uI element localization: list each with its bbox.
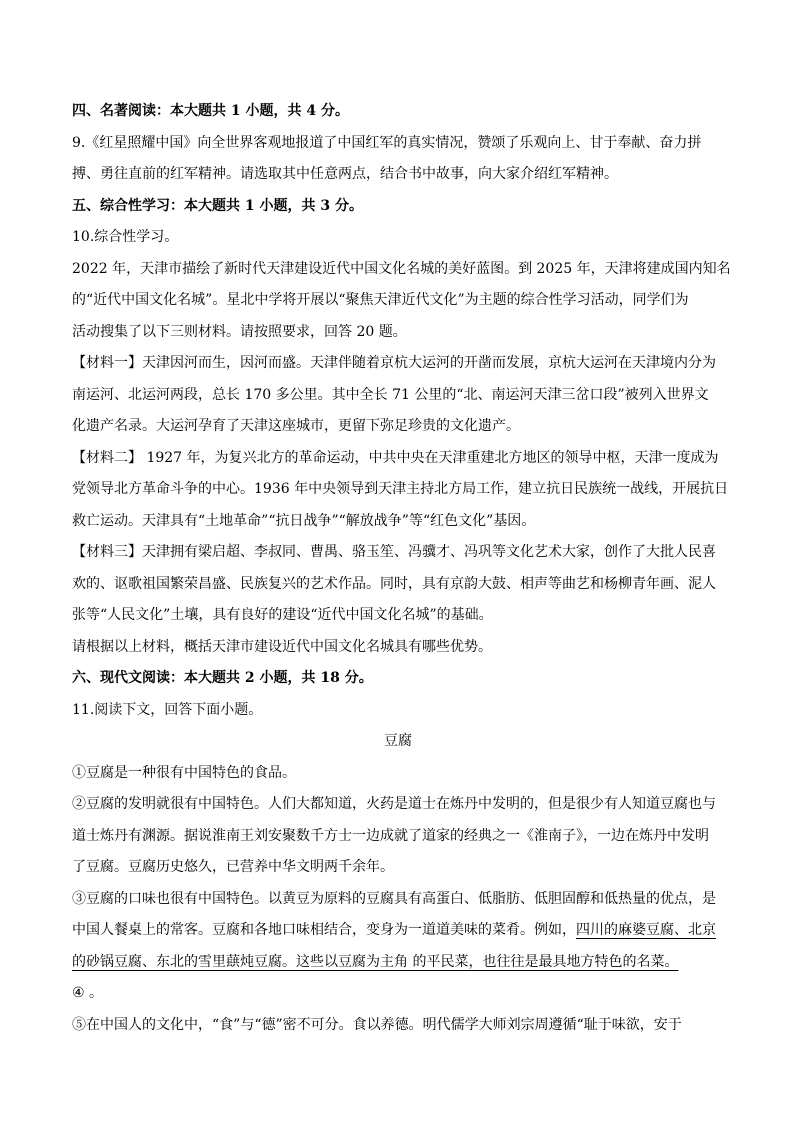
- paragraph-3-plain-text: 中国人餐桌上的常客。豆腐和各地口味相结合，变身为一道道美味的菜肴。例如，: [72, 922, 576, 938]
- material2-line-2: 党领导北方革命斗争的中心。1936 年中央领导到天津主持北方局工作，建立抗日民族统一战线，开展抗日: [72, 481, 729, 497]
- q10-intro-line-2: 的“近代中国文化名城”。星北中学将开展以“聚焦天津近代文化”为主题的综合性学习活动，同学们为: [72, 292, 689, 308]
- article-title: 豆腐: [384, 733, 412, 749]
- q10-intro-line-1: 2022 年，天津市描绘了新时代天津建设近代中国文化名城的美好蓝图。到 2025 年，天津将建成国内知名: [72, 260, 731, 277]
- paragraph-4: ④ 。: [72, 985, 104, 1001]
- material3-line-1: 【材料三】天津拥有梁启超、李叔同、曹禺、骆玉笙、冯骥才、冯巩等文化艺术大家，创作了大批人民喜: [72, 544, 716, 560]
- material2-line-1: 【材料二】 1927 年，为复兴北方的革命运动，中共中央在天津重建北方地区的领导中枢，天津一度成为: [72, 449, 719, 466]
- exam-page: [72, 96, 731, 1041]
- q10-question: 请根据以上材料，概括天津市建设近代中国文化名城具有哪些优势。: [72, 638, 492, 655]
- material1-line-1: 【材料一】天津因河而生，因河而盛。天津伴随着京杭大运河的开凿而发展，京杭大运河在天津境内分为: [72, 355, 716, 371]
- paragraph-2-line-2: 道士炼丹有渊源。据说淮南王刘安聚数千方士一边成就了道家的经典之一《淮南子》，一边在炼丹中发明: [72, 827, 709, 844]
- underlined-text: 四川的麻婆豆腐、北京: [576, 922, 716, 938]
- section6-heading: 六、现代文阅读：本大题共 2 小题，共 18 分。: [72, 670, 373, 686]
- section5-heading: 五、综合性学习：本大题共 1 小题，共 3 分。: [72, 197, 363, 214]
- paragraph-2-line-1: ②豆腐的发明就很有中国特色。人们大都知道，火药是道士在炼丹中发明的，但是很少有人知道豆腐也与: [72, 796, 716, 812]
- q9-line-1: 9.《红星照耀中国》向全世界客观地报道了中国红军的真实情况，赞颂了乐观向上、甘于奉献、奋力拼: [72, 134, 702, 151]
- paragraph-3-line-1: ③豆腐的口味也很有中国特色。以黄豆为原料的豆腐具有高蛋白、低脂肪、低胆固醇和低热量的优点，是: [72, 890, 716, 907]
- material3-line-3: 张等“人民文化”土壤，具有良好的建设“近代中国文化名城”的基础。: [72, 607, 493, 623]
- material3-line-2: 欢的、讴歌祖国繁荣昌盛、民族复兴的艺术作品。同时，具有京韵大鼓、相声等曲艺和杨柳青年画、泥人: [72, 575, 716, 592]
- material1-line-3: 化遗产名录。大运河孕育了天津这座城市，更留下弥足珍贵的文化遗产。: [72, 418, 520, 434]
- paragraph-5-line-1: ⑤在中国人的文化中，“食”与“德”密不可分。食以养德。明代儒学大师刘宗周遵循“耻于味欲，安于: [72, 1016, 682, 1033]
- q10-intro-line-3: 活动搜集了以下三则材料。请按照要求，回答 20 题。: [72, 323, 407, 340]
- q9-line-2: 搏、勇往直前的红军精神。请选取其中任意两点，结合书中故事，向大家介绍红军精神。: [72, 166, 618, 182]
- paragraph-3-line-3: [72, 947, 724, 979]
- paragraph-3-line-2: [72, 915, 724, 947]
- material2-line-3: 救亡运动。天津具有“土地革命”“抗日战争”“解放战争”等“红色文化”基因。: [72, 512, 536, 529]
- q10-title: 10.综合性学习。: [72, 229, 179, 245]
- paragraph-1: ①豆腐是一种很有中国特色的食品。: [72, 764, 296, 781]
- q11-title: 11.阅读下文，回答下面小题。: [72, 701, 263, 718]
- material1-line-2: 南运河、北运河两段，总长 170 多公里。其中全长 71 公里的“北、南运河天津三岔口段”被列入世界文: [72, 386, 709, 403]
- paragraph-2-line-3: 了豆腐。豆腐历史悠久，已营养中华文明两千余年。: [72, 859, 394, 875]
- section4-heading: 四、名著阅读：本大题共 1 小题，共 4 分。: [72, 103, 349, 119]
- underlined-text-continued: 的砂锅豆腐、东北的雪里蕻炖豆腐。这些以豆腐为主角 的平民菜，也往往是最具地方特色的名菜。: [72, 953, 679, 970]
